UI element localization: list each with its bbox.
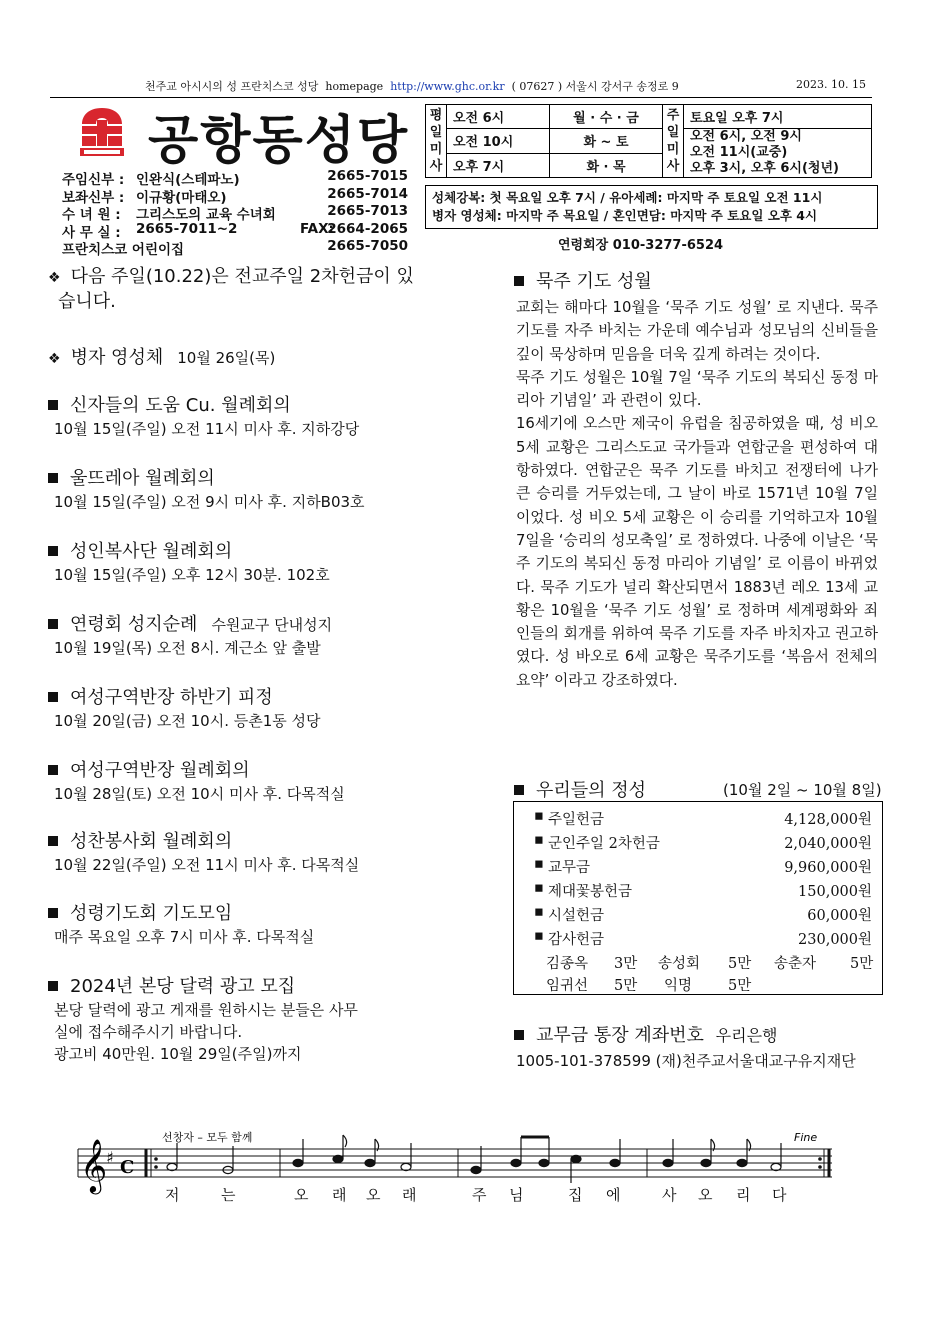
sunday-mass-time: 토요일 오후 7시	[684, 105, 872, 129]
lyric-syllable: 는	[221, 1186, 236, 1204]
treble-clef-icon: 𝄞	[80, 1138, 108, 1192]
giving-label: 시설헌금	[548, 908, 605, 924]
giving-amount: 150,000원	[798, 884, 872, 900]
donor-name: 송춘자	[774, 956, 817, 972]
donor-amount: 5만	[614, 978, 638, 994]
lyric-syllable: 님	[509, 1186, 524, 1204]
staff-name: 인완식(스테파노)	[136, 172, 240, 188]
lyric-syllable: 집	[568, 1186, 583, 1204]
giving-table	[513, 801, 883, 995]
notice-detail: 매주 목요일 오후 7시 미사 후. 다목적실	[54, 928, 315, 946]
mass-time: 오전 6시	[447, 105, 550, 129]
lyric-syllable: 리	[736, 1186, 751, 1204]
staff-row	[62, 168, 412, 186]
lyric-syllable: 사	[662, 1186, 677, 1204]
donor-amount: 5만	[728, 978, 752, 994]
common-time-icon: C	[120, 1157, 135, 1178]
notice-sub: 10월 26일(목)	[177, 349, 276, 367]
dot-bullet-icon: ▪	[534, 904, 544, 920]
giving-row	[514, 808, 882, 832]
notice-item	[44, 540, 464, 586]
square-bullet-icon	[48, 981, 58, 991]
mass-time: 오후 7시	[447, 153, 550, 178]
lyric-syllable: 저	[165, 1186, 180, 1204]
notice-detail: 10월 20일(금) 오전 10시. 등촌1동 성당	[54, 712, 321, 730]
sacrament-schedule	[425, 185, 878, 229]
sacrament-line: 성체강복: 첫 목요일 오후 7시 / 유아세례: 마지막 주 토요일 오전 11시	[432, 190, 823, 205]
account-bank: 우리은행	[715, 1026, 778, 1045]
square-bullet-icon	[48, 619, 58, 629]
notice-detail: 광고비 40만원. 10월 29일(주일)까지	[54, 1045, 302, 1063]
sunday-mass-label	[663, 105, 684, 178]
notice-item	[44, 265, 464, 314]
notice-item	[44, 394, 464, 440]
cantor-label: 선창자 – 모두 함께	[162, 1131, 253, 1144]
lyric-syllable: 오	[294, 1186, 309, 1204]
parish-line: 천주교 아시시의 성 프란치스코 성당	[145, 80, 319, 93]
giving-label: 제대꽃봉헌금	[548, 884, 633, 900]
dot-bullet-icon: ▪	[534, 808, 544, 824]
homepage-label: homepage	[325, 80, 384, 93]
staff-list	[62, 168, 412, 256]
square-bullet-icon	[514, 276, 524, 286]
mass-schedule-table	[425, 104, 872, 178]
giving-row	[514, 832, 882, 856]
giving-period: (10월 2일 ~ 10월 8일)	[723, 781, 882, 799]
staff-role: 프란치스코 어린이집	[62, 242, 185, 258]
weekday-mass-label	[426, 105, 447, 178]
lyric-syllable: 다	[772, 1186, 787, 1204]
staff-role: 보좌신부 :	[62, 189, 125, 206]
staff-row	[62, 186, 412, 204]
lyric-syllable: 오	[366, 1186, 381, 1204]
giving-label: 군인주일 2차헌금	[548, 836, 660, 852]
notice-detail: 10월 19일(목) 오전 8시. 계근소 앞 출발	[54, 639, 321, 657]
weekday-mass-label-text: 평일미사	[429, 108, 443, 174]
essay-paragraph: 묵주 기도 성월은 10월 7일 ‘묵주 기도의 복되신 동정 마리아 기념일’ 과 관련이 있다.	[516, 368, 878, 410]
square-bullet-icon	[48, 546, 58, 556]
notice-detail: 본당 달력에 광고 게재를 원하시는 분들은 사무	[54, 1001, 358, 1019]
account-number: 1005-101-378599 (재)천주교서울대교구유지재단	[516, 1052, 856, 1070]
square-bullet-icon	[514, 1030, 524, 1040]
notice-title: 울뜨레아 월례회의	[70, 468, 215, 489]
sunday-mass-time: 오후 3시, 오후 6시(청년)	[690, 161, 839, 176]
page-title: 공항동성당	[148, 111, 410, 171]
giving-label: 감사헌금	[548, 932, 605, 948]
notice-detail: 10월 28일(토) 오전 10시 미사 후. 다목적실	[54, 785, 345, 803]
notice-title: 2024년 본당 달력 광고 모집	[70, 976, 296, 997]
notice-title-cont: 습니다.	[58, 291, 116, 312]
mass-days: 월 · 수 · 금	[550, 105, 663, 129]
giving-row	[514, 880, 882, 904]
notice-sub: 수원교구 단내성지	[211, 616, 333, 634]
lyric-syllable: 주	[472, 1186, 487, 1204]
notice-title: 다음 주일(10.22)은 전교주일 2차헌금이 있	[70, 266, 414, 287]
giving-row	[514, 856, 882, 880]
notice-detail: 10월 15일(주일) 오전 9시 미사 후. 지하B03호	[54, 493, 365, 511]
donor-amount: 3만	[614, 956, 638, 972]
notice-title: 여성구역반장 하반기 피정	[70, 687, 273, 708]
notice-item	[44, 467, 464, 513]
homepage-link[interactable]: http://www.ghc.or.kr	[390, 80, 505, 93]
notice-detail: 10월 15일(주일) 오후 12시 30분. 102호	[54, 566, 330, 584]
staff-row	[62, 221, 412, 239]
account-heading	[510, 1021, 778, 1047]
sacrament-line: 병자 영성체: 마지막 주 목요일 / 혼인면담: 마지막 주 토요일 오후 4시	[432, 208, 818, 223]
notice-item	[44, 613, 464, 659]
giving-amount: 9,960,000원	[784, 860, 872, 876]
staff-fax-label: FAX:	[300, 220, 334, 237]
parish-logo-icon	[80, 106, 124, 156]
essay-paragraph: 교회는 해마다 10월을 ‘묵주 기도 성월’ 로 지낸다. 묵주 기도를 자주 바치는 가운데 예수님과 성모님의 신비들을 깊이 묵상하며 믿음을 더욱 깊게 하려는 것이다.	[516, 299, 878, 363]
essay-title: 묵주 기도 성월	[536, 271, 652, 292]
notice-title: 성인복사단 월례회의	[70, 541, 233, 562]
notice-detail: 10월 15일(주일) 오전 11시 미사 후. 지하강당	[54, 420, 360, 438]
diamond-bullet-icon: ❖	[48, 270, 61, 286]
diamond-bullet-icon: ❖	[48, 351, 61, 367]
dot-bullet-icon: ▪	[534, 880, 544, 896]
sunday-mass-time: 오전 11시(교중)	[690, 145, 788, 160]
square-bullet-icon	[514, 785, 524, 795]
giving-row	[514, 928, 882, 952]
staff-row	[62, 203, 412, 221]
staff-phone: 2664-2065	[327, 220, 408, 237]
staff-phone: 2665-7015	[327, 168, 408, 184]
square-bullet-icon	[48, 400, 58, 410]
address: ( 07627 ) 서울시 강서구 송정로 9	[511, 80, 679, 93]
staff-role: 주임신부 :	[62, 172, 125, 188]
staff-name: 2665-7011~2	[136, 220, 238, 237]
essay-body	[516, 296, 878, 692]
donor-name: 임귀선	[546, 978, 589, 994]
issue-date: 2023. 10. 15	[796, 78, 866, 91]
essay-heading	[510, 267, 652, 293]
notice-item	[44, 830, 464, 876]
essay-paragraph: 16세기에 오스만 제국이 유럽을 침공하였을 때, 성 비오 5세 교황은 그리스도교 국가들과 연합군을 편성하여 대항하였다. 연합군은 묵주 기도를 바치고 전쟁터에 나가 큰 승리를 거두었는데, 그 날이 바로 1571년 10월 7일이었다. 성 비오 5세 교황은 이 승리를 기억하고자 10월 7일을 ‘승리의 성모축일’ 로 정하였다. 나중에 이날은 ‘묵주 기도의 복되신 동정 마리아 기념일’ 로 이름이 바뀌었다. 묵주 기도가 널리 확산되면서 1883년 레오 13세 교황은 10월을 ‘묵주 기도 성월’ 로 정하며 세계평화와 죄인들의 회개를 위하여 묵주 기도를 자주 바치자고 권고하였다. 성 바오로 6세 교황은 묵주기도를 ‘복음서 전체의 요약’ 이라고 강조하였다.	[516, 415, 878, 689]
sunday-mass-label-text: 주일미사	[666, 108, 680, 174]
giving-amount: 60,000원	[807, 908, 872, 924]
notice-item	[44, 902, 464, 948]
mass-days: 화 · 목	[550, 153, 663, 178]
giving-label: 교무금	[548, 860, 591, 876]
dot-bullet-icon: ▪	[534, 928, 544, 944]
dot-bullet-icon: ▪	[534, 832, 544, 848]
donor-name: 송성회	[658, 956, 701, 972]
notice-detail: 10월 22일(주일) 오전 11시 미사 후. 다목적실	[54, 856, 360, 874]
giving-amount: 230,000원	[798, 932, 872, 948]
sunday-mass-time: 오전 6시, 오전 9시	[690, 129, 802, 144]
donor-amount: 5만	[728, 956, 752, 972]
mass-days: 화 ~ 토	[550, 129, 663, 154]
notice-item	[44, 346, 464, 371]
sharp-icon: ♯	[106, 1148, 114, 1167]
lyric-syllable: 래	[332, 1186, 347, 1204]
header-line	[50, 78, 872, 96]
notice-title: 병자 영성체	[70, 347, 164, 368]
sunday-mass-times	[684, 129, 872, 178]
giving-title: 우리들의 정성	[536, 780, 647, 801]
staff-role: 수 녀 원 :	[62, 207, 121, 223]
staff-phone: 2665-7050	[327, 238, 408, 254]
staff-name: 이규황(마태오)	[136, 189, 227, 206]
lyric-syllable: 래	[402, 1186, 417, 1204]
mass-time: 오전 10시	[447, 129, 550, 154]
staff-phone: 2665-7013	[327, 203, 408, 219]
funeral-contact: 연령회장 010-3277-6524	[558, 238, 724, 253]
giving-row	[514, 904, 882, 928]
staff-phone: 2665-7014	[327, 185, 408, 202]
staff-role: 사 무 실 :	[62, 224, 121, 241]
notice-title: 연령회 성지순례	[70, 614, 198, 635]
notice-item	[44, 759, 464, 805]
giving-label: 주일헌금	[548, 812, 605, 828]
square-bullet-icon	[48, 473, 58, 483]
dot-bullet-icon: ▪	[534, 856, 544, 872]
account-title: 교무금 통장 계좌번호	[536, 1025, 704, 1046]
square-bullet-icon	[48, 836, 58, 846]
notice-title: 성령기도회 기도모임	[70, 903, 233, 924]
notice-title: 성찬봉사회 월례회의	[70, 831, 233, 852]
donor-name: 김종옥	[546, 956, 589, 972]
giving-heading	[510, 776, 646, 802]
donor-amount: 5만	[850, 956, 874, 972]
donor-name: 익명	[664, 978, 693, 994]
notice-item	[44, 686, 464, 732]
giving-amount: 2,040,000원	[784, 836, 872, 852]
notice-item	[44, 975, 464, 1065]
square-bullet-icon	[48, 765, 58, 775]
notice-title: 여성구역반장 월례회의	[70, 760, 250, 781]
square-bullet-icon	[48, 692, 58, 702]
square-bullet-icon	[48, 908, 58, 918]
fine-label: Fine	[794, 1131, 818, 1144]
music-score	[70, 1125, 840, 1215]
notice-detail: 실에 접수해주시기 바랍니다.	[54, 1023, 243, 1041]
lyric-syllable: 오	[698, 1186, 713, 1204]
notice-title: 신자들의 도움 Cu. 월례회의	[70, 395, 291, 416]
lyric-syllable: 에	[606, 1186, 621, 1204]
giving-amount: 4,128,000원	[784, 812, 872, 828]
staff-row	[62, 238, 412, 256]
staff-name: 그리스도의 교육 수녀회	[136, 207, 276, 223]
